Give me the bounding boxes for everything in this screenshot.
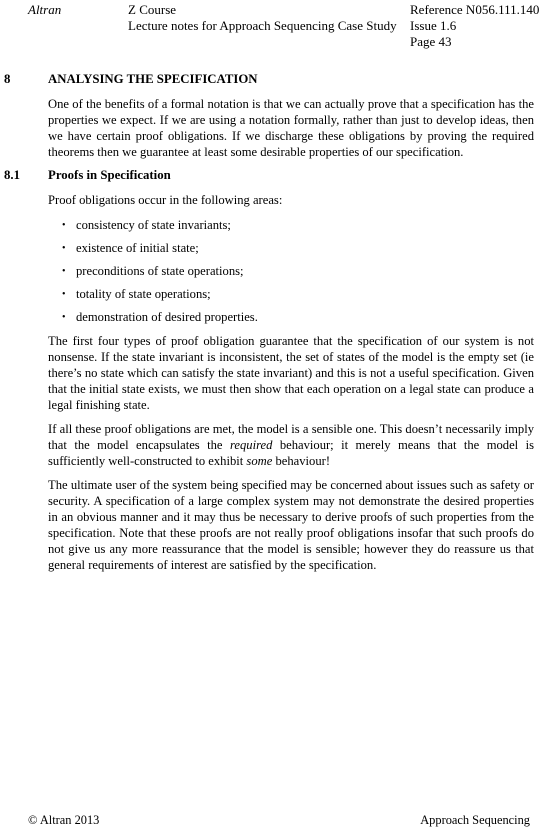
bullet-icon: • xyxy=(62,243,66,254)
header-course: Z Course xyxy=(128,2,177,17)
page-header xyxy=(0,0,560,50)
header-company: Altran xyxy=(28,2,62,17)
paragraph-model-sensible: If all these proof obligations are met, the model is a sensible one. This doesn’t necessarily imply that the model encapsulates the required behaviour; it merely means that the model is sufficiently well-constructed to exhibit some behaviour! xyxy=(48,422,535,468)
section-heading xyxy=(0,70,560,88)
section-title: ANALYSING THE SPECIFICATION xyxy=(48,72,258,86)
bullet-icon: • xyxy=(62,289,66,300)
footer-copyright: © Altran 2013 xyxy=(28,813,100,827)
list-item: • existence of initial state; xyxy=(62,241,199,255)
header-course-block xyxy=(128,2,397,34)
emphasis-some: some xyxy=(246,454,273,468)
header-reference: Reference N056.111.140 xyxy=(410,2,540,17)
header-issue: Issue 1.6 xyxy=(410,18,457,33)
bullet-icon: • xyxy=(62,266,66,277)
subsection-title: Proofs in Specification xyxy=(48,168,171,182)
proof-obligation-list xyxy=(62,217,560,332)
header-subtitle: Lecture notes for Approach Sequencing Case Study xyxy=(128,18,397,33)
bullet-icon: • xyxy=(62,220,66,231)
list-item: • consistency of state invariants; xyxy=(62,218,231,232)
paragraph-first-four-types: The first four types of proof obligation guarantee that the specification of our system is not nonsense. If the state invariant is inconsistent, the set of states of the model is the empty set (ie there’s no state which can satisfy the state invariant) and this is not a useful specification. Given that the initial state exists, we must then show that each operation on a legal state can produce a legal finishing state. xyxy=(48,334,534,412)
subsection-number: 8.1 xyxy=(4,168,20,182)
subsection-heading xyxy=(0,166,560,184)
list-item: • totality of state operations; xyxy=(62,287,211,301)
paragraph-ultimate-user: The ultimate user of the system being specified may be concerned about issues such as safety or security. A specification of a large complex system may not demonstrate the desired properties in an obvious manner and it may thus be necessary to derive proofs of such properties from the specification. Note that these proofs are not really proof obligations insofar that such proofs do not give us any more reassurance that the model is sensible; however they do reassure us that general requirements of interest are satisfied by the specification. xyxy=(48,478,534,572)
subsection-lead-paragraph: Proof obligations occur in the following areas: xyxy=(48,193,283,207)
page-content xyxy=(0,70,560,573)
section-number: 8 xyxy=(4,72,11,86)
footer-doc-title: Approach Sequencing xyxy=(420,813,530,827)
section-intro-paragraph: One of the benefits of a formal notation is that we can actually prove that a specification has the properties we expect. If we are using a notation formally, rather than just to develop ideas, then we have certain proof obligations. If we discharge these obligations by proving the required theorems then we guarantee at least some desirable properties of our specification. xyxy=(48,97,534,159)
list-item: • preconditions of state operations; xyxy=(62,264,244,278)
header-reference-block xyxy=(410,2,539,50)
bullet-icon: • xyxy=(62,312,66,323)
list-item: • demonstration of desired properties. xyxy=(62,310,258,324)
emphasis-required: required xyxy=(229,438,273,452)
page-footer xyxy=(0,812,560,828)
header-page: Page 43 xyxy=(410,34,452,49)
